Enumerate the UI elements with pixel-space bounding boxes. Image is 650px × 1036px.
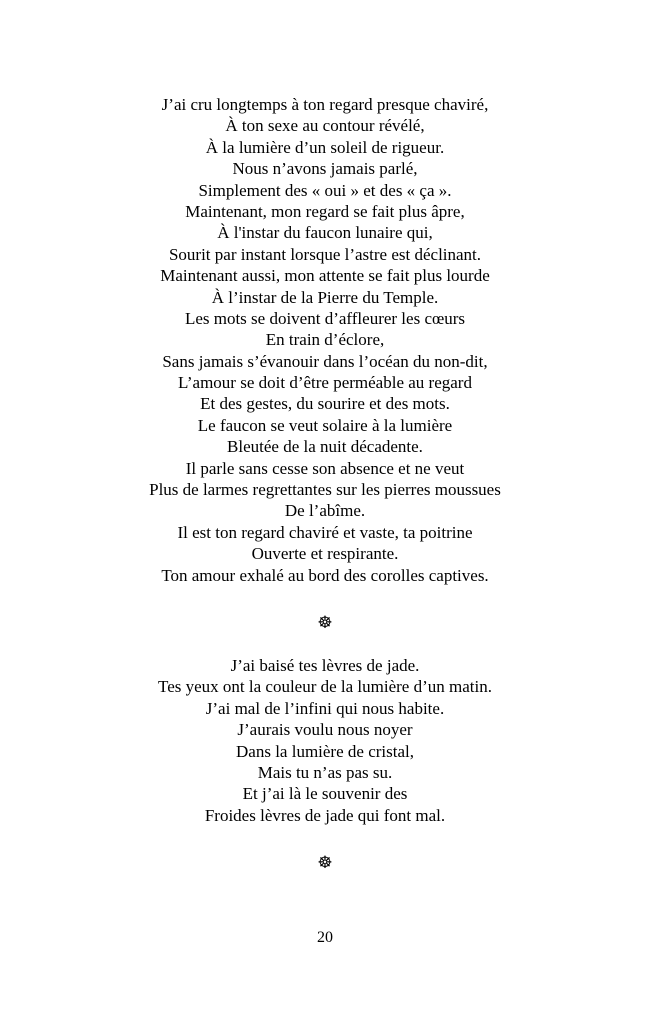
poem-line: À ton sexe au contour révélé, [225,116,425,136]
dharma-wheel-separator-icon: ☸ [317,853,333,873]
poem-line: Le faucon se veut solaire à la lumière [197,415,453,435]
poem-line: Et j’ai là le souvenir des [242,784,408,804]
dharma-wheel-separator-icon: ☸ [317,613,333,633]
poem-line: Sourit par instant lorsque l’astre est déclinant. [168,244,482,264]
poem-line: Ton amour exhalé au bord des corolles captives. [161,565,489,585]
poem-line: Maintenant, mon regard se fait plus âpre, [185,201,465,221]
poem-line: J’ai cru longtemps à ton regard presque chaviré, [161,95,489,114]
poem-line: Sans jamais s’évanouir dans l’océan du non-dit, [162,351,488,371]
poem-line: Froides lèvres de jade qui font mal. [204,805,446,825]
poem-line: J’ai mal de l’infini qui nous habite. [205,698,445,718]
poem-line: J’aurais voulu nous noyer [237,720,413,740]
poem-line: De l’abîme. [284,501,366,521]
poem-line: Il est ton regard chaviré et vaste, ta poitrine [177,522,473,542]
poem-line: À la lumière d’un soleil de rigueur. [205,137,445,157]
poem-line: Dans la lumière de cristal, [236,741,414,761]
poem-line: Nous n’avons jamais parlé, [232,159,418,179]
poem-line: L’amour se doit d’être perméable au regard [178,373,472,393]
poem-line: J’ai baisé tes lèvres de jade. [230,656,420,675]
poem-line: Il parle sans cesse son absence et ne veut [185,458,465,478]
poem-line: En train d’éclore, [265,330,385,350]
poem-line: À l'instar du faucon lunaire qui, [217,223,433,243]
poem-line: Simplement des « oui » et des « ça ». [198,180,452,200]
poem-line: Mais tu n’as pas su. [257,762,393,782]
poem-line: Et des gestes, du sourire et des mots. [200,394,450,414]
poem-line: Maintenant aussi, mon attente se fait plus lourde [160,266,490,286]
poem-line: Tes yeux ont la couleur de la lumière d’un matin. [158,677,492,697]
poem-line: Les mots se doivent d’affleurer les cœurs [184,308,466,328]
poem-stanza-2 [0,655,650,826]
poem-line: Plus de larmes regrettantes sur les pierres moussues [149,480,501,500]
poem-line: Bleutée de la nuit décadente. [227,437,423,457]
poem-line: Ouverte et respirante. [251,544,399,564]
page-number: 20 [317,929,333,946]
poem-stanza-1 [0,94,650,586]
poem-line: À l’instar de la Pierre du Temple. [211,287,439,307]
